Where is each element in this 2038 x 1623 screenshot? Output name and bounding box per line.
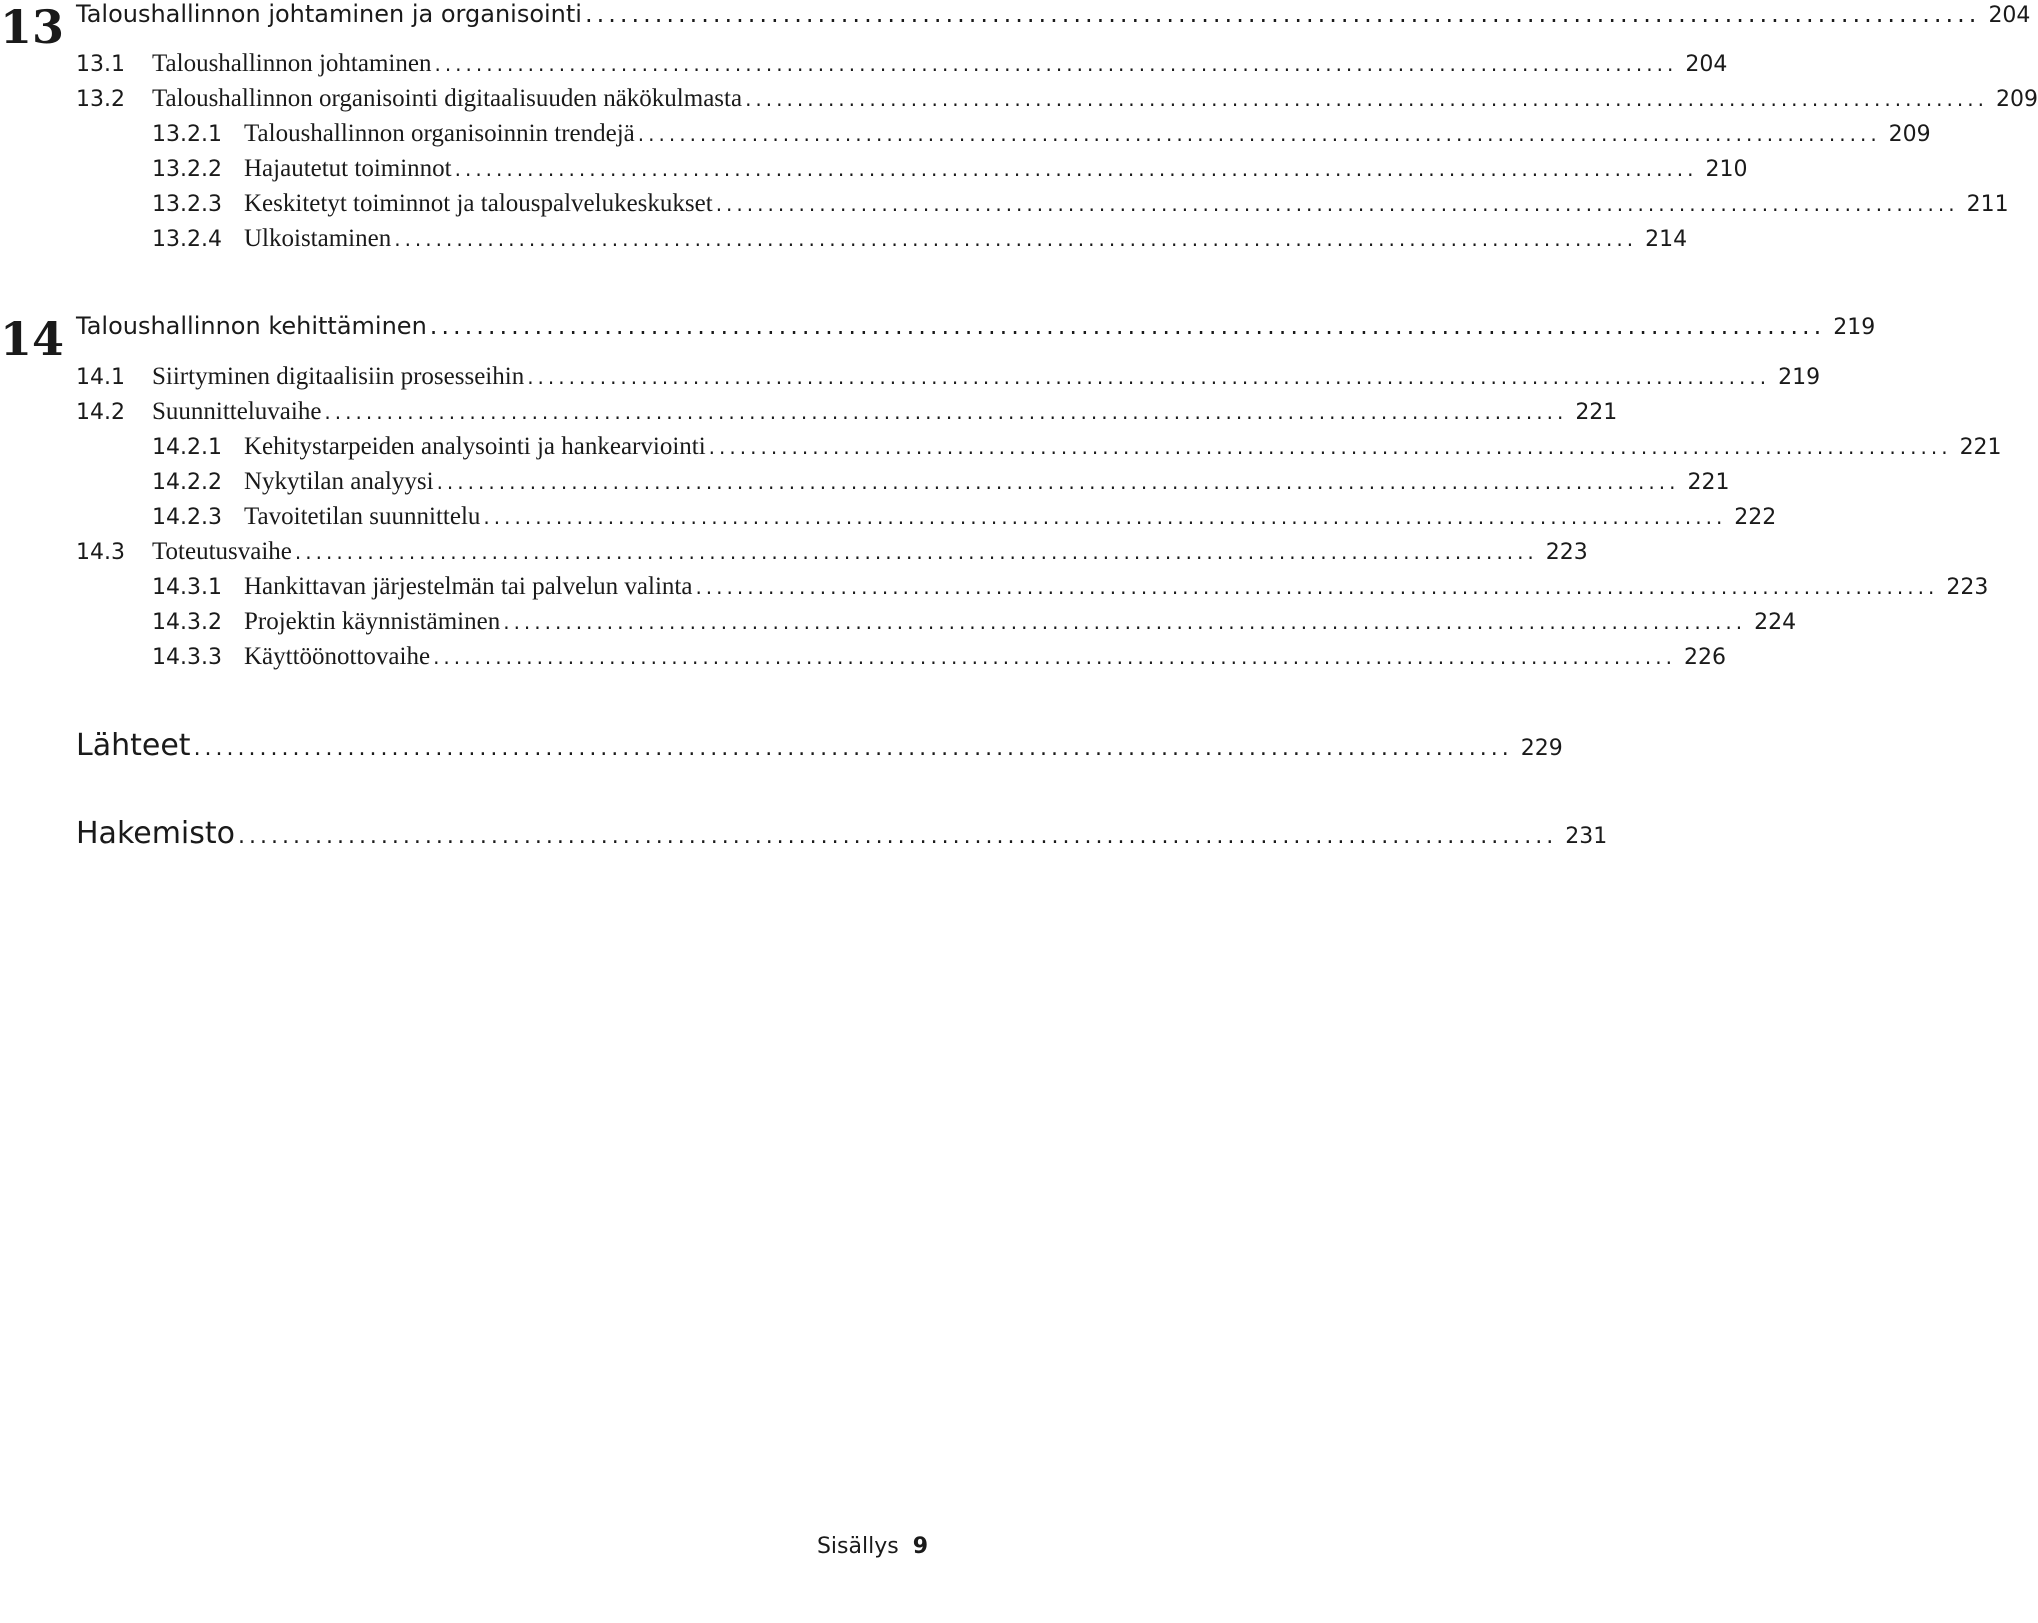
dot-leader: ........................................................................................................................ [584,0,1981,28]
toc-page-number: 231 [1565,824,1608,849]
toc-entry-14-2-3[interactable] [76,503,1777,539]
dot-leader: ........................................................................................................................ [436,470,1680,494]
toc-entry-number: 14.3.2 [152,610,222,635]
toc-entry-title: Kehitystarpeiden analysointi ja hankearviointi [244,433,706,460]
dot-leader: ........................................................................................................................ [454,157,1698,181]
toc-entry-number: 13.2.1 [152,122,222,147]
toc-entry-number: 14.3.1 [152,575,222,600]
toc-entry-13-2-1[interactable] [76,120,1931,156]
toc-chapter-13[interactable] [76,0,2031,36]
dot-leader: ........................................................................................................................ [193,736,1513,761]
toc-entry-number: 14.3 [76,540,125,565]
toc-page-number: 204 [1988,3,2031,28]
toc-entry-14-1[interactable] [76,363,1821,399]
toc-entry-title: Siirtyminen digitaalisiin prosesseihin [152,363,525,390]
toc-entry-number: 13.1 [76,52,125,77]
toc-entry-14-2-1[interactable] [76,433,2002,469]
toc-section-title: Lähteet [76,728,191,763]
dot-leader: ........................................................................................................................ [708,435,1952,459]
toc-entry-14-2-2[interactable] [76,468,1730,504]
toc-entry-title: Hajautetut toiminnot [244,155,452,182]
toc-entry-number: 14.2.1 [152,435,222,460]
toc-entry-14-3-3[interactable] [76,643,1726,679]
dot-leader: ........................................................................................................................ [433,645,1676,669]
toc-index[interactable] [76,816,1608,860]
toc-entry-13-2-3[interactable] [76,190,2009,226]
toc-page-number: 226 [1683,645,1726,670]
dot-leader: ........................................................................................................................ [434,52,1678,76]
toc-entry-title: Tavoitetilan suunnittelu [244,503,481,530]
toc-page-number: 219 [1833,315,1876,340]
toc-entry-14-2[interactable] [76,398,1618,434]
dot-leader: ........................................................................................................................ [238,824,1558,849]
toc-entry-title: Toteutusvaihe [152,538,292,565]
page-footer [817,1534,928,1559]
toc-entry-number: 14.2 [76,400,125,425]
toc-entry-number: 14.2.2 [152,470,222,495]
toc-entry-number: 14.2.3 [152,505,222,530]
dot-leader: ........................................................................................................................ [503,610,1747,634]
toc-chapter-14[interactable] [76,312,1876,348]
toc-entry-title: Suunnitteluvaihe [152,398,322,425]
toc-chapter-title: Taloushallinnon kehittäminen [76,312,427,340]
chapter-14-number: 14 [0,312,65,366]
toc-page-number: 221 [1575,400,1618,425]
toc-page-number: 214 [1645,227,1688,252]
toc-section-title: Hakemisto [76,816,236,851]
dot-leader: ........................................................................................................................ [715,192,1959,216]
toc-entry-title: Keskitetyt toiminnot ja talouspalvelukeskukset [244,190,713,217]
toc-entry-title: Taloushallinnon johtaminen [152,50,432,77]
toc-page-number: 222 [1734,505,1777,530]
toc-entry-number: 13.2.2 [152,157,222,182]
toc-entry-title: Taloushallinnon organisoinnin trendejä [244,120,635,147]
dot-leader: ........................................................................................................................ [637,122,1881,146]
toc-entry-title: Käyttöönottovaihe [244,643,431,670]
toc-entry-number: 14.1 [76,365,125,390]
toc-page-number: 229 [1520,736,1563,761]
toc-entry-13-2[interactable] [76,85,2038,121]
toc-entry-title: Hankittavan järjestelmän tai palvelun valinta [244,573,693,600]
chapter-13-number: 13 [0,0,65,54]
toc-page-number: 219 [1778,365,1821,390]
dot-leader: ........................................................................................................................ [324,400,1568,424]
toc-page-number: 223 [1545,540,1588,565]
toc-page-number: 211 [1966,192,2009,217]
toc-page-number: 223 [1946,575,1989,600]
toc-page-number: 221 [1687,470,1730,495]
toc-entry-14-3-1[interactable] [76,573,1989,609]
toc-references[interactable] [76,728,1563,772]
toc-entry-title: Projektin käynnistäminen [244,608,501,635]
toc-page-number: 221 [1959,435,2002,460]
toc-entry-13-1[interactable] [76,50,1728,86]
dot-leader: ........................................................................................................................ [745,87,1988,111]
toc-entry-14-3[interactable] [76,538,1588,574]
toc-entry-number: 13.2.4 [152,227,222,252]
dot-leader: ........................................................................................................................ [294,540,1538,564]
toc-page-number: 209 [1888,122,1931,147]
toc-entry-number: 13.2.3 [152,192,222,217]
toc-page-number: 210 [1705,157,1748,182]
footer-page-number: 9 [912,1534,928,1559]
toc-page-number: 209 [1995,87,2038,112]
toc-entry-number: 13.2 [76,87,125,112]
toc-entry-13-2-4[interactable] [76,225,1688,261]
dot-leader: ........................................................................................................................ [527,365,1771,389]
dot-leader: ........................................................................................................................ [695,575,1939,599]
toc-page-number: 224 [1754,610,1797,635]
dot-leader: ........................................................................................................................ [483,505,1727,529]
toc-entry-title: Ulkoistaminen [244,225,392,252]
dot-leader: ........................................................................................................................ [394,227,1638,251]
toc-entry-13-2-2[interactable] [76,155,1748,191]
toc-entry-title: Taloushallinnon organisointi digitaalisuuden näkökulmasta [152,85,743,112]
toc-entry-number: 14.3.3 [152,645,222,670]
toc-entry-title: Nykytilan analyysi [244,468,434,495]
footer-label: Sisällys [816,1534,899,1559]
toc-chapter-title: Taloushallinnon johtaminen ja organisointi [76,0,582,28]
dot-leader: ........................................................................................................................ [429,312,1826,340]
toc-entry-14-3-2[interactable] [76,608,1797,644]
toc-page-number: 204 [1685,52,1728,77]
